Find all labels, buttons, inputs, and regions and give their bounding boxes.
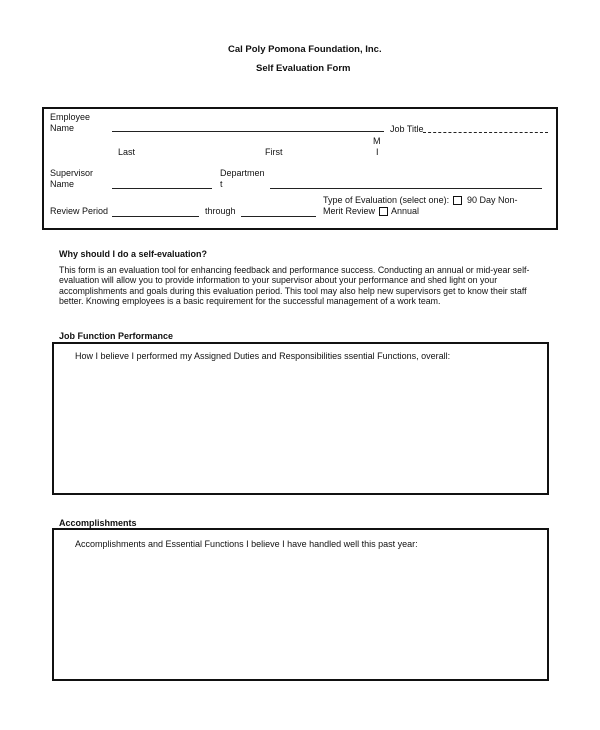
middle-initial-label-line2: I xyxy=(375,147,379,157)
department-label-line2: t xyxy=(220,179,223,189)
annual-label: Annual xyxy=(391,206,420,216)
job-title-label: Job Title xyxy=(390,124,424,134)
employee-name-label xyxy=(50,112,90,134)
why-paragraph-line: This form is an evaluation tool for enhancing feedback and performance success. Conducting an annual or mid-year self- xyxy=(59,265,530,275)
middle-initial-label xyxy=(373,136,381,158)
department-label xyxy=(220,168,265,190)
first-name-label: First xyxy=(265,147,283,157)
supervisor-name-field[interactable] xyxy=(112,188,212,189)
review-period-end-field[interactable] xyxy=(241,216,316,217)
why-paragraph-line: evaluation will allow you to provide information to your supervisor about your performance and shed light on your xyxy=(59,275,498,286)
form-title: Self Evaluation Form xyxy=(256,63,351,74)
why-section-paragraph xyxy=(59,265,544,307)
job-function-heading: Job Function Performance xyxy=(59,331,174,341)
annual-checkbox[interactable] xyxy=(379,207,388,216)
employee-name-label-line1: Employee xyxy=(50,112,91,122)
job-function-response-box[interactable] xyxy=(52,342,549,495)
supervisor-name-label xyxy=(50,168,93,190)
option-90-day-label-line1: 90 Day Non- xyxy=(467,195,518,205)
organization-name: Cal Poly Pomona Foundation, Inc. xyxy=(228,44,382,55)
department-field[interactable] xyxy=(270,188,542,189)
accomplishments-heading: Accomplishments xyxy=(59,518,137,528)
accomplishments-prompt: Accomplishments and Essential Functions I believe I have handled well this past year: xyxy=(75,539,418,549)
job-title-field[interactable] xyxy=(423,132,548,133)
supervisor-name-label-line2: Name xyxy=(50,179,75,189)
review-period-label: Review Period xyxy=(50,206,109,216)
why-paragraph-line: accomplishments and goals during this evaluation period. This tool may also help new supervisors get to know their staff xyxy=(59,285,527,296)
employee-name-label-line2: Name xyxy=(50,123,75,133)
job-function-prompt: How I believe I performed my Assigned Duties and Responsibilities ssential Functions, overall: xyxy=(75,351,451,361)
accomplishments-response-box[interactable] xyxy=(52,528,549,681)
review-period-start-field[interactable] xyxy=(112,216,199,217)
through-label: through xyxy=(205,206,236,216)
option-90-day-label-line2: Merit Review xyxy=(323,206,376,216)
middle-initial-label-line1: M xyxy=(373,136,381,146)
department-label-line1: Departmen xyxy=(220,168,265,178)
employee-name-field[interactable] xyxy=(112,131,384,132)
why-section-heading: Why should I do a self-evaluation? xyxy=(59,249,208,259)
evaluation-type-label: Type of Evaluation (select one): xyxy=(323,195,450,205)
supervisor-name-label-line1: Supervisor xyxy=(50,168,94,178)
why-paragraph-line: better. Knowing employees is a basic requirement for the successful management of a work team. xyxy=(59,296,441,307)
option-90-day-checkbox[interactable] xyxy=(453,196,462,205)
employee-info-box xyxy=(42,107,558,230)
last-name-label: Last xyxy=(118,147,136,157)
